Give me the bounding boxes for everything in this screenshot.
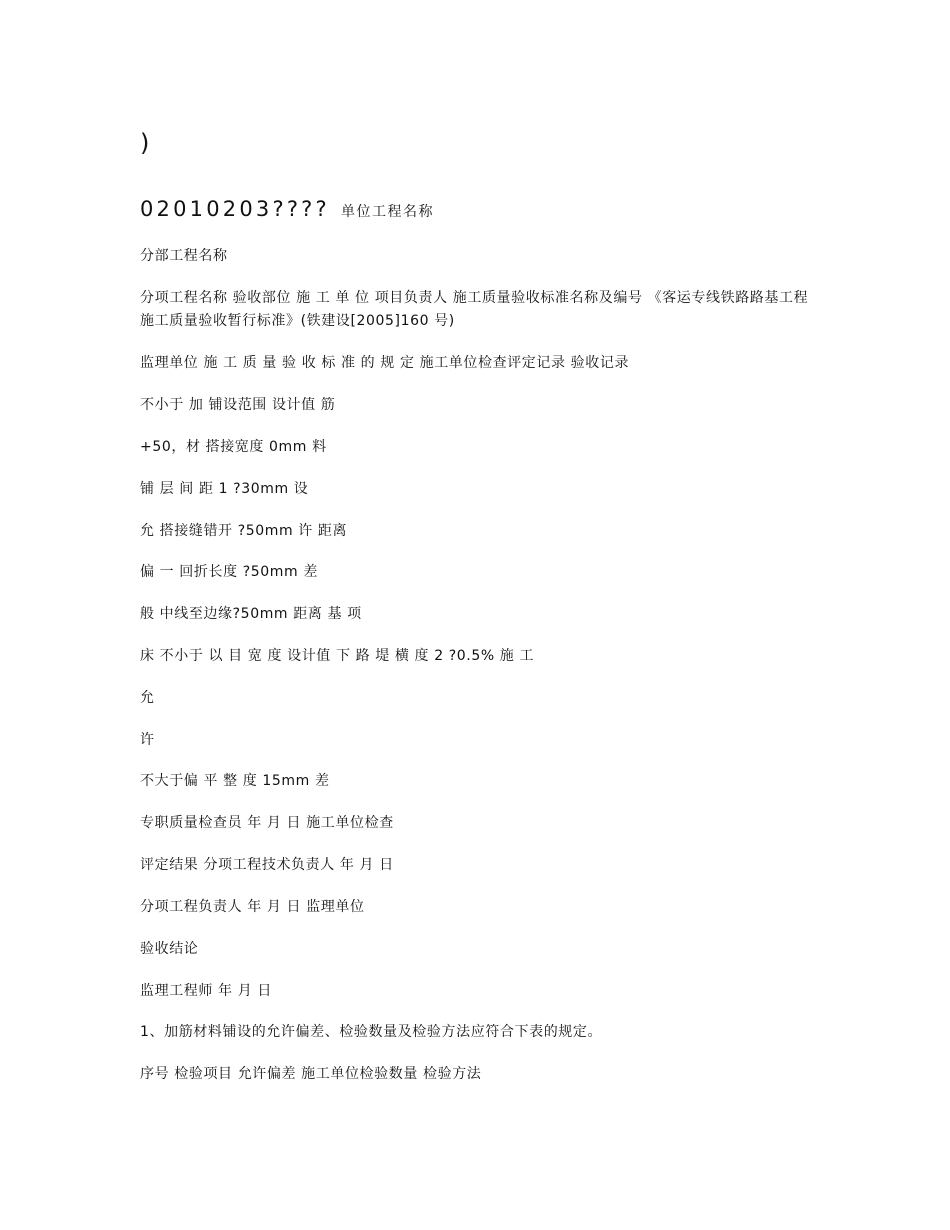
text-line-16: 监理工程师 年 月 日 [140, 983, 272, 999]
text-line-4: 铺 层 间 距 1 ?30mm 设 [140, 481, 309, 497]
text-line-6: 偏 一 回折长度 ?50mm 差 [140, 564, 318, 580]
text-line-17: 1、加筋材料铺设的允许偏差、检验数量及检验方法应符合下表的规定。 [140, 1024, 603, 1040]
text-line-9: 允 [140, 690, 155, 706]
text-line-8: 床 不小于 以 目 宽 度 设计值 下 路 堤 横 度 2 ?0.5% 施 工 [140, 648, 535, 664]
text-line-18: 序号 检验项目 允许偏差 施工单位检验数量 检验方法 [140, 1066, 482, 1082]
unit-project-name-label: 单位工程名称 [340, 204, 434, 220]
text-line-5: 允 搭接缝错开 ?50mm 许 距离 [140, 523, 348, 539]
text-line-15: 验收结论 [140, 941, 199, 957]
text-line-1: 监理单位 施 工 质 量 验 收 标 准 的 规 定 施工单位检查评定记录 验收记录 [140, 355, 630, 371]
text-line-13: 评定结果 分项工程技术负责人 年 月 日 [140, 857, 394, 873]
form-code-line [140, 196, 434, 225]
text-line-12: 专职质量检查员 年 月 日 施工单位检查 [140, 815, 394, 831]
closing-parenthesis: ) [140, 129, 150, 157]
text-line-2: 不小于 加 铺设范围 设计值 筋 [140, 397, 336, 413]
form-header-block: 分项工程名称 验收部位 施 工 单 位 项目负责人 施工质量验收标准名称及编号 《客运专线铁路路基工程施工质量验收暂行标准》(铁建设[2005]160 号) [140, 290, 809, 329]
division-project-name-label: 分部工程名称 [140, 248, 228, 264]
text-line-7: 般 中线至边缘?50mm 距离 基 项 [140, 606, 362, 622]
text-line-11: 不大于偏 平 整 度 15mm 差 [140, 773, 330, 789]
text-line-10: 许 [140, 732, 155, 748]
form-code: 02010203???? [140, 197, 330, 221]
text-line-14: 分项工程负责人 年 月 日 监理单位 [140, 899, 365, 915]
text-line-3: +50，材 搭接宽度 0mm 料 [140, 439, 327, 455]
